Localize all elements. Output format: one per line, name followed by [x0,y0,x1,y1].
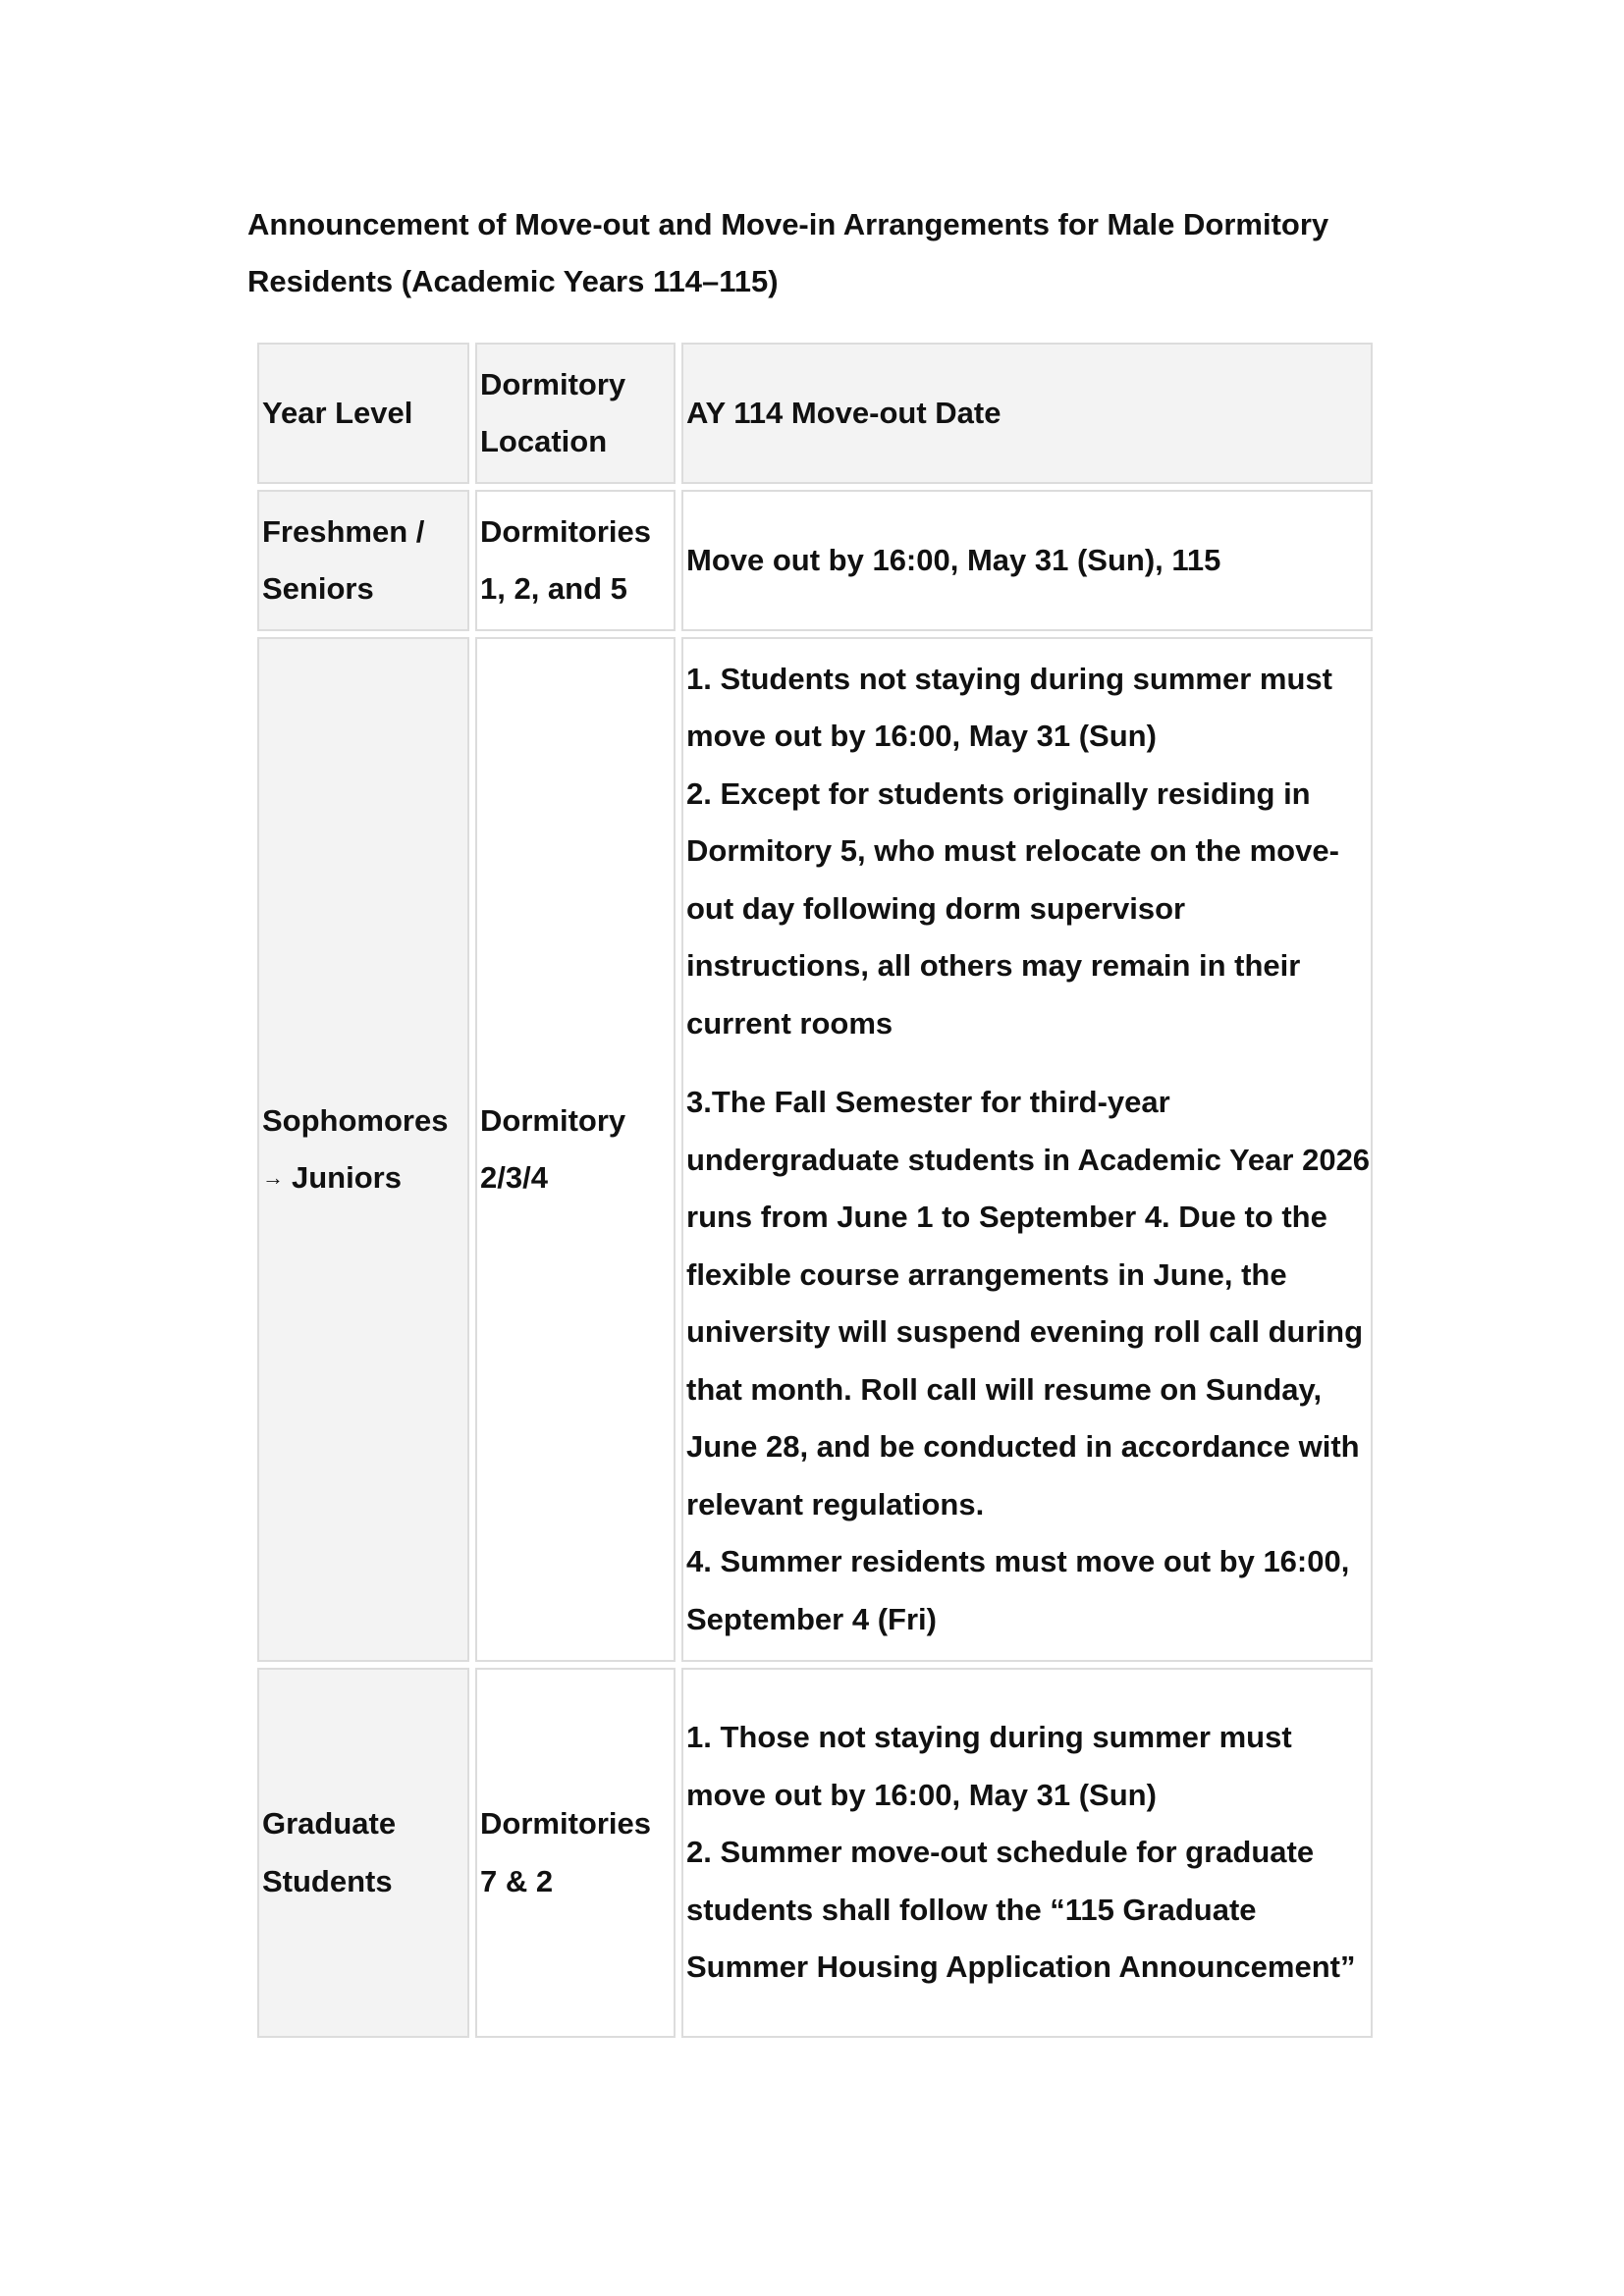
header-move-out-date: AY 114 Move-out Date [681,343,1373,484]
cell-dormitory-location: Dormitories 7 & 2 [475,1668,676,2038]
move-out-item-1: 1. Those not staying during summer must move out by 16:00, May 31 (Sun) [686,1720,1292,1812]
move-out-item-3: 3.The Fall Semester for third-year undergraduate students in Academic Year 2026 runs from June 1 to September 4. Due to the flexible course arrangements in June, the university will suspend evening roll call during that month. Roll call will resume on Sunday, June 28, and be conducted in accordance with relevant regulations. [686,1085,1371,1522]
move-out-item-2: 2. Summer move-out schedule for graduate students shall follow the “115 Graduate Summer Housing Application Announcement” [686,1835,1356,1985]
table-row [257,490,1373,631]
cell-move-out-date: Move out by 16:00, May 31 (Sun), 115 [681,490,1373,631]
year-level-to: Juniors [292,1160,402,1195]
cell-year-level: Freshmen / Seniors [257,490,469,631]
page-title: Announcement of Move-out and Move-in Arrangements for Male Dormitory Residents (Academic Years 114–115) [247,207,1329,298]
cell-year-level [257,637,469,1662]
year-level-from: Sophomores [262,1102,449,1138]
year-level-to-line [262,1149,467,1207]
table-header-row [257,343,1373,484]
header-year-level: Year Level [257,343,469,484]
cell-dormitory-location: Dormitory 2/3/4 [475,637,676,1662]
move-out-item-1: 1. Students not staying during summer must move out by 16:00, May 31 (Sun) [686,661,1332,754]
move-out-table [251,337,1379,2044]
table-row [257,1668,1373,2038]
move-out-item-2: 2. Except for students originally residing in Dormitory 5, who must relocate on the move-out day following dorm supervisor instructions, all others may remain in their current rooms [686,775,1339,1041]
move-out-item-4: 4. Summer residents must move out by 16:00, September 4 (Fri) [686,1544,1350,1636]
cell-year-level: Graduate Students [257,1668,469,2038]
arrow-right-icon: → [262,1165,284,1190]
cell-move-out-date [681,637,1373,1662]
table-row [257,637,1373,1662]
cell-move-out-date [681,1668,1373,2038]
header-dormitory-location: Dormitory Location [475,343,676,484]
cell-dormitory-location: Dormitories 1, 2, and 5 [475,490,676,631]
